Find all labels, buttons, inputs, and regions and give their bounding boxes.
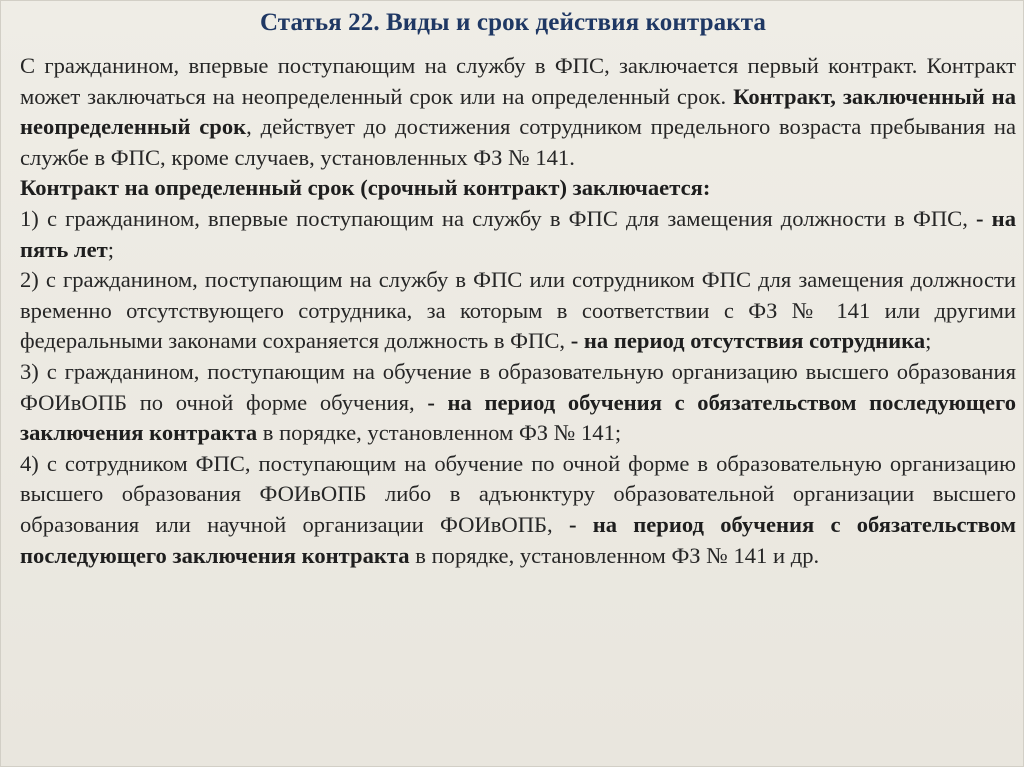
bold-text: Контракт, заключенный на неопределенный срок <box>20 83 1016 140</box>
bold-text: - на пять лет <box>20 205 1016 262</box>
bold-text: - на период обучения с обязательством последующего заключения контракта <box>20 511 1016 568</box>
text-segment: 4) с сотрудником ФПС, поступающим на обучение по очной форме в образовательную организацию высшего образования ФОИвОПБ либо в адъюнктуру образовательной организации высшего образования или научной организации ФОИвОПБ, <box>20 450 1016 537</box>
paragraph-1 <box>20 51 1016 173</box>
paragraph-2 <box>20 173 1016 204</box>
text-segment: ; <box>925 328 932 354</box>
text-segment: 2) с гражданином, поступающим на службу в ФПС или сотрудником ФПС для замещения должности временно отсутствующего сотрудника, за которым в соответствии с ФЗ № 141 или другими федеральными законами сохраняется должность в ФПС, <box>20 267 1016 354</box>
text-segment: 3) с гражданином, поступающим на обучение в образовательную организацию высшего образования ФОИвОПБ по очной форме обучения, <box>20 358 1016 415</box>
paragraph-3 <box>20 204 1016 265</box>
text-segment: в порядке, установленном ФЗ № 141; <box>257 420 622 446</box>
text-segment: 1) с гражданином, впервые поступающим на службу в ФПС для замещения должности в ФПС, <box>20 205 977 231</box>
slide-body <box>20 51 1016 571</box>
text-segment: ; <box>107 236 115 262</box>
paragraph-4 <box>20 265 1016 357</box>
bold-text: Контракт на определенный срок (срочный контракт) заключается: <box>20 175 711 201</box>
text-segment: С гражданином, впервые поступающим на службу в ФПС, заключается первый контракт. Контракт может заключаться на неопределенный срок или на определенный срок. <box>20 53 1016 109</box>
text-segment: , действует до достижения сотрудником предельного возраста пребывания на службе в ФПС, кроме случаев, установленных ФЗ № 141. <box>20 114 1016 170</box>
slide-title: Статья 22. Виды и срок действия контракта <box>259 9 766 36</box>
text-segment: в порядке, установленном ФЗ № 141 и др. <box>409 542 820 568</box>
paragraph-6 <box>20 449 1016 571</box>
paragraph-5 <box>20 357 1016 449</box>
bold-text: - на период отсутствия сотрудника <box>570 328 926 354</box>
bold-text: - на период обучения с обязательством последующего заключения контракта <box>20 389 1016 446</box>
